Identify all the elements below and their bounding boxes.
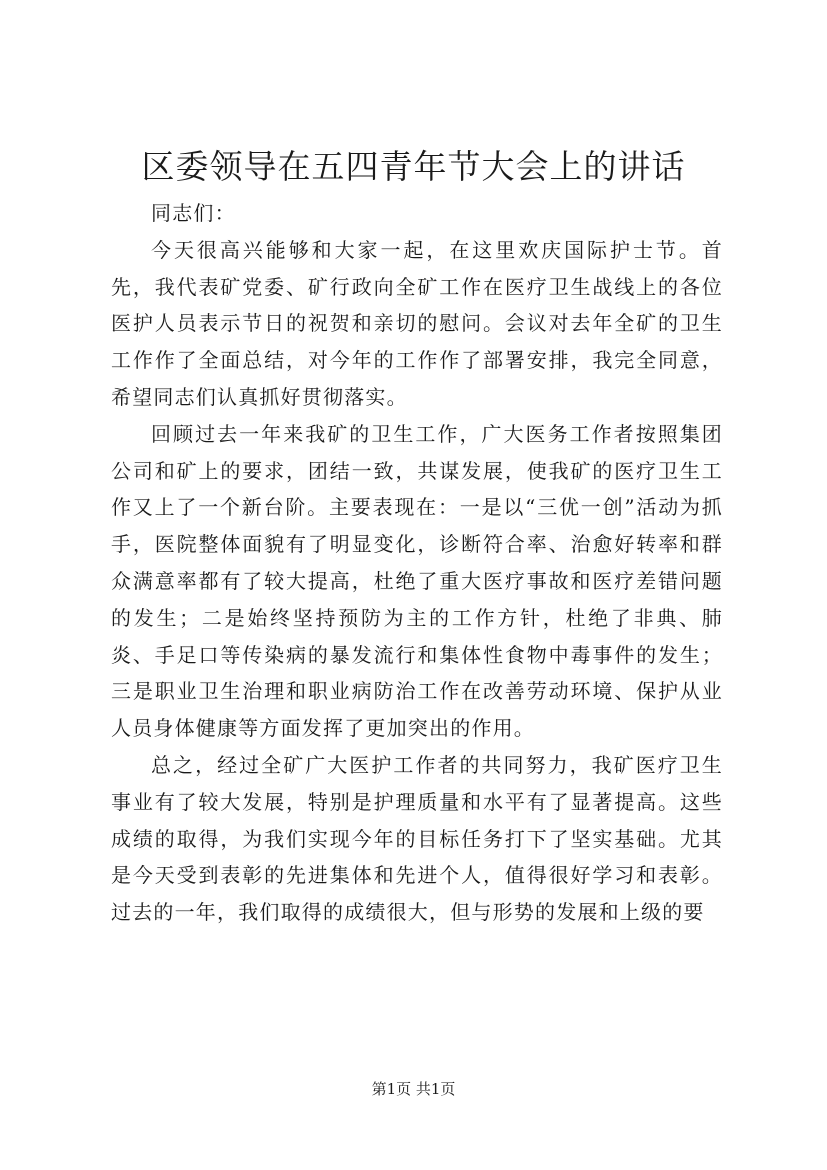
paragraph-1: 今天很高兴能够和大家一起，在这里欢庆国际护士节。首先，我代表矿党委、矿行政向全矿工作在医疗卫生战线上的各位医护人员表示节日的祝贺和亲切的慰问。会议对去年全矿的卫生工作作了全面总结，对今年的工作作了部署安排，我完全同意，希望同志们认真抓好贯彻落实。: [111, 237, 723, 409]
salutation: 同志们：: [151, 201, 236, 225]
document-title: 区委领导在五四青年节大会上的讲话: [141, 147, 686, 186]
page-footer: 第1页 共1页: [371, 1080, 456, 1098]
paragraph-3: 总之，经过全矿广大医护工作者的共同努力，我矿医疗卫生事业有了较大发展，特别是护理质量和水平有了显著提高。这些成绩的取得，为我们实现今年的目标任务打下了坚实基础。尤其是今天受到表彰的先进集体和先进个人，值得很好学习和表彰。过去的一年，我们取得的成绩很大，但与形势的发展和上级的要: [111, 752, 723, 925]
paragraph-2: 回顾过去一年来我矿的卫生工作，广大医务工作者按照集团公司和矿上的要求，团结一致，共谋发展，使我矿的医疗卫生工作又上了一个新台阶。主要表现在：一是以“三优一创”活动为抓手，医院整体面貌有了明显变化，诊断符合率、治愈好转率和群众满意率都有了较大提高，杜绝了重大医疗事故和医疗差错问题的发生；二是始终坚持预防为主的工作方针，杜绝了非典、肺炎、手足口等传染病的暴发流行和集体性食物中毒事件的发生；三是职业卫生治理和职业病防治工作在改善劳动环境、保护从业人员身体健康等方面发挥了更加突出的作用。: [111, 421, 723, 741]
document-body: [111, 195, 723, 931]
